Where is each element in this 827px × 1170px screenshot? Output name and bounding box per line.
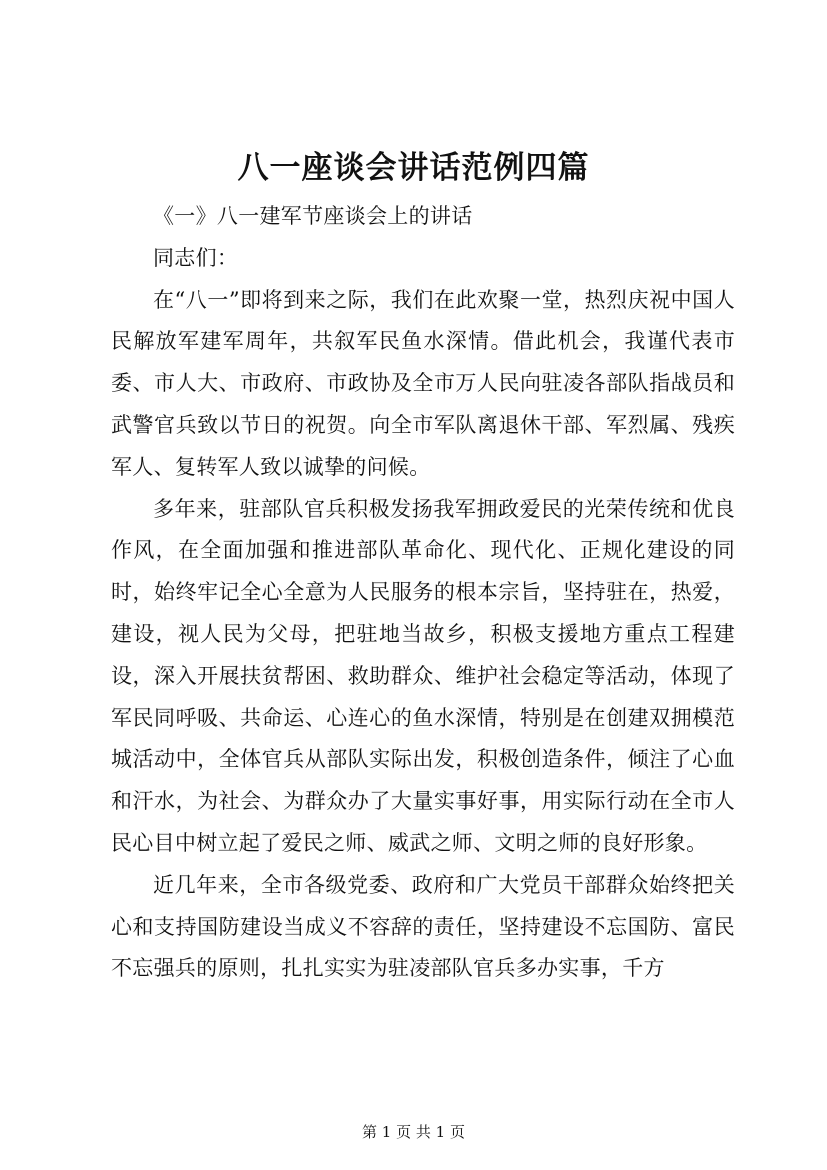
body-paragraph: 在“八一”即将到来之际，我们在此欢聚一堂，热烈庆祝中国人民解放军建军周年，共叙军民鱼水深情。借此机会，我谨代表市委、市人大、市政府、市政协及全市万人民向驻凌各部队指战员和武警官兵致以节日的祝贺。向全市军队离退休干部、军烈属、残疾军人、复转军人致以诚挚的问候。 <box>111 287 735 479</box>
document-title: 八一座谈会讲话范例四篇 <box>237 150 590 186</box>
body-paragraph: 多年来，驻部队官兵积极发扬我军拥政爱民的光荣传统和优良作风，在全面加强和推进部队革命化、现代化、正规化建设的同时，始终牢记全心全意为人民服务的根本宗旨，坚持驻在，热爱，建设，视人民为父母，把驻地当故乡，积极支援地方重点工程建设，深入开展扶贫帮困、救助群众、维护社会稳定等活动，体现了军民同呼吸、共命运、心连心的鱼水深情，特别是在创建双拥模范城活动中，全体官兵从部队实际出发，积极创造条件，倾注了心血和汗水，为社会、为群众办了大量实事好事，用实际行动在全市人民心目中树立起了爱民之师、威武之师、文明之师的良好形象。 <box>111 496 735 855</box>
document-body <box>111 196 735 990</box>
page-footer: 第 1 页 共 1 页 <box>362 1123 465 1141</box>
section-heading: 《一》八一建军节座谈会上的讲话 <box>153 204 473 228</box>
body-paragraph: 近几年来，全市各级党委、政府和广大党员干部群众始终把关心和支持国防建设当成义不容辞的责任，坚持建设不忘国防、富民不忘强兵的原则，扎扎实实为驻凌部队官兵多办实事，千方 <box>111 872 735 981</box>
salutation: 同志们： <box>153 245 239 270</box>
